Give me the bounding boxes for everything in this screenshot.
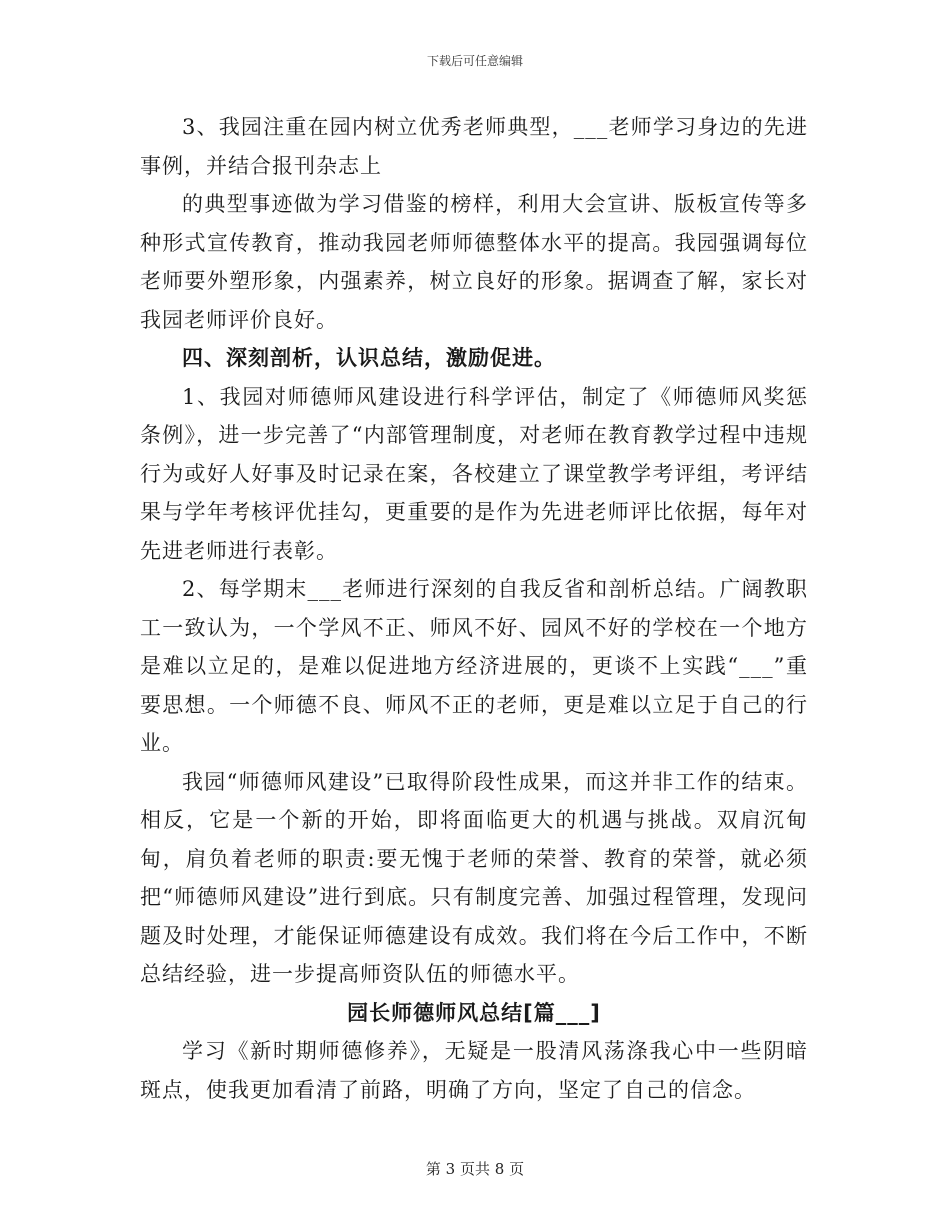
document-body <box>140 108 808 1109</box>
paragraph-self-reflection: 2、每学期末___老师进行深刻的自我反省和剖析总结。广阔教职工一致认为，一个学风不正、师风不好、园风不好的学校在一个地方是难以立足的，是难以促进地方经济进展的，更谈不上实践“___”重要思想。一个师德不良、师风不正的老师，更是难以立足于自己的行业。 <box>140 577 808 755</box>
page-number: 第 3 页共 8 页 <box>425 1160 525 1178</box>
paragraph-teacher-models-continued: 的典型事迹做为学习借鉴的榜样，利用大会宣讲、版板宣传等多种形式宣传教育，推动我园老师师德整体水平的提高。我园强调每位老师要外塑形象，内强素养，树立良好的形象。据调查了解，家长对我园老师评价良好。 <box>140 192 808 332</box>
section-heading-four: 四、深刻剖析，认识总结，激励促进。 <box>182 346 556 370</box>
paragraph-study: 学习《新时期师德修养》，无疑是一股清风荡涤我心中一些阴暗斑点，使我更加看清了前路，明确了方向，坚定了自己的信念。 <box>140 1039 808 1102</box>
paragraph-conclusion: 我园“师德师风建设”已取得阶段性成果，而这并非工作的结束。相反，它是一个新的开始，即将面临更大的机遇与挑战。双肩沉甸甸，肩负着老师的职责:要无愧于老师的荣誉、教育的荣誉，就必须把“师德师风建设”进行到底。只有制度完善、加强过程管理，发现问题及时处理，才能保证师德建设有成效。我们将在今后工作中，不断总结经验，进一步提高师资队伍的师德水平。 <box>140 769 808 986</box>
section-title: 园长师德师风总结[篇___] <box>347 1000 601 1025</box>
page-header-note: 下载后可任意编辑 <box>426 54 523 68</box>
paragraph-evaluation: 1、我园对师德师风建设进行科学评估，制定了《师德师风奖惩条例》，进一步完善了“内部管理制度，对老师在教育教学过程中违规行为或好人好事及时记录在案，各校建立了课堂教学考评组，考评结果与学年考核评优挂勾，更重要的是作为先进老师评比依据，每年对先进老师进行表彰。 <box>140 384 808 563</box>
paragraph-teacher-models: 3、我园注重在园内树立优秀老师典型，___老师学习身边的先进事例，并结合报刊杂志上 <box>140 115 808 178</box>
